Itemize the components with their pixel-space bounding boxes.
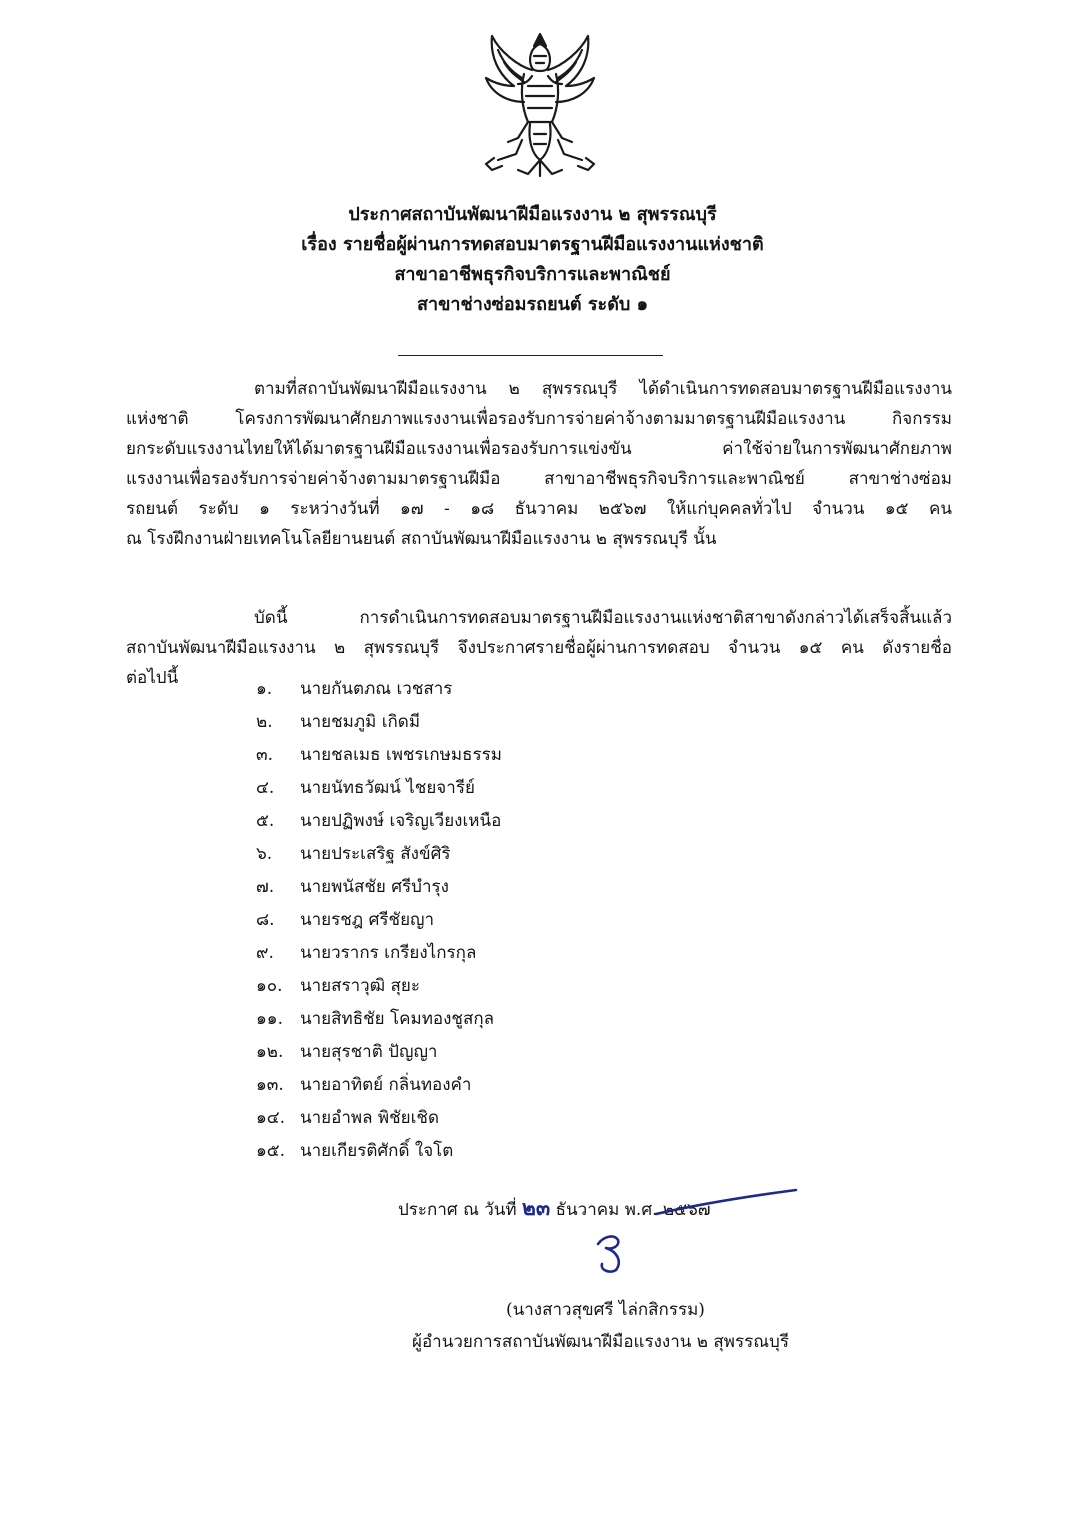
- list-item: [256, 706, 502, 739]
- list-number: ๑๒.: [256, 1042, 284, 1062]
- person-name: นายกันตภณ เวชสาร: [300, 679, 453, 699]
- date-prefix: ประกาศ ณ วันที่: [398, 1200, 517, 1220]
- header-line-3: สาขาอาชีพธุรกิจบริการและพาณิชย์: [394, 264, 671, 285]
- list-item: [256, 871, 502, 904]
- person-name: นายรชฎ ศรีชัยญา: [300, 910, 435, 930]
- list-number: ๘.: [256, 910, 275, 930]
- list-number: ๑.: [256, 679, 273, 699]
- list-number: ๗.: [256, 877, 275, 897]
- paragraph-line: รถยนต์ ระดับ ๑ ระหว่างวันที่ ๑๗ - ๑๘ ธันวาคม ๒๕๖๗ ให้แก่บุคคลทั่วไป จำนวน ๑๕ คน: [126, 499, 952, 519]
- list-item: [256, 937, 502, 970]
- person-name: นายสุรชาติ ปัญญา: [300, 1042, 438, 1062]
- person-name: นายสราวุฒิ สุยะ: [300, 976, 420, 996]
- paragraph-line: ต่อไปนี้: [126, 668, 179, 688]
- date-day-handwritten: ๒๓: [522, 1196, 551, 1220]
- list-number: ๖.: [256, 844, 273, 864]
- paragraph-line: สถาบันพัฒนาฝีมือแรงงาน ๒ สุพรรณบุรี จึงประกาศรายชื่อผู้ผ่านการทดสอบ จำนวน ๑๕ คน ดังรายชื่อ: [126, 638, 952, 658]
- list-item: [256, 970, 502, 1003]
- person-name: นายปฏิพงษ์ เจริญเวียงเหนือ: [300, 811, 502, 831]
- person-name: นายอาทิตย์ กลิ่นทองคำ: [300, 1075, 472, 1095]
- person-name: นายชลเมธ เพชรเกษมธรรม: [300, 745, 502, 765]
- list-item: [256, 904, 502, 937]
- list-number: ๔.: [256, 778, 275, 798]
- person-name: นายสิทธิชัย โคมทองชูสกุล: [300, 1009, 495, 1029]
- paragraph-line: แห่งชาติ โครงการพัฒนาศักยภาพแรงงานเพื่อรองรับการจ่ายค่าจ้างตามมาตรฐานฝีมือแรงงาน กิจกรรม: [126, 409, 952, 429]
- list-number: ๑๓.: [256, 1075, 284, 1095]
- paragraph-line: แรงงานเพื่อรองรับการจ่ายค่าจ้างตามมาตรฐานฝีมือ สาขาอาชีพธุรกิจบริการและพาณิชย์ สาขาช่างซ่อม: [126, 469, 952, 489]
- person-name: นายชมภูมิ เกิดมี: [300, 712, 421, 732]
- list-item: [256, 838, 502, 871]
- list-item: [256, 1102, 502, 1135]
- signer-name: (นางสาวสุขศรี ไล่กสิกรรม): [506, 1300, 705, 1320]
- list-item: [256, 772, 502, 805]
- list-item: [256, 1036, 502, 1069]
- list-item: [256, 673, 502, 706]
- header-divider: [398, 355, 663, 356]
- person-name: นายเกียรติศักดิ์ ใจโต: [300, 1141, 454, 1161]
- list-number: ๑๔.: [256, 1108, 286, 1128]
- list-number: ๓.: [256, 745, 274, 765]
- header-line-4: สาขาช่างซ่อมรถยนต์ ระดับ ๑: [416, 294, 649, 315]
- person-name: นายนัทธวัฒน์ ไชยจารีย์: [300, 778, 475, 798]
- list-item: [256, 1069, 502, 1102]
- paragraph-line: ยกระดับแรงงานไทยให้ได้มาตรฐานฝีมือแรงงานเพื่อรองรับการแข่งขัน ค่าใช้จ่ายในการพัฒนาศักยภาพ: [126, 439, 952, 459]
- person-name: นายพนัสชัย ศรีบำรุง: [300, 877, 449, 897]
- signer-title: ผู้อำนวยการสถาบันพัฒนาฝีมือแรงงาน ๒ สุพรรณบุรี: [412, 1332, 789, 1352]
- list-item: [256, 1135, 502, 1168]
- body-paragraph-1: [126, 374, 952, 554]
- signature-mark: [560, 1186, 820, 1276]
- passed-names-list: [256, 673, 502, 1168]
- list-number: ๑๑.: [256, 1009, 283, 1029]
- list-number: ๒.: [256, 712, 273, 732]
- person-name: นายวรากร เกรียงไกรกุล: [300, 943, 477, 963]
- paragraph-line: ณ โรงฝึกงานฝ่ายเทคโนโลยียานยนต์ สถาบันพัฒนาฝีมือแรงงาน ๒ สุพรรณบุรี นั้น: [126, 529, 717, 549]
- list-item: [256, 1003, 502, 1036]
- body-paragraph-2: [126, 603, 952, 693]
- header-line-1: ประกาศสถาบันพัฒนาฝีมือแรงงาน ๒ สุพรรณบุรี: [348, 204, 717, 225]
- list-item: [256, 739, 502, 772]
- person-name: นายอำพล พิชัยเชิด: [300, 1108, 440, 1128]
- list-number: ๕.: [256, 811, 275, 831]
- paragraph-line: ตามที่สถาบันพัฒนาฝีมือแรงงาน ๒ สุพรรณบุรี ได้ดำเนินการทดสอบมาตรฐานฝีมือแรงงาน: [254, 379, 952, 399]
- announcement-header: [200, 200, 865, 320]
- person-name: นายประเสริฐ สังข์ศิริ: [300, 844, 451, 864]
- paragraph-line: บัดนี้ การดำเนินการทดสอบมาตรฐานฝีมือแรงงานแห่งชาติสาขาดังกล่าวได้เสร็จสิ้นแล้ว: [254, 608, 952, 628]
- header-line-2: เรื่อง รายชื่อผู้ผ่านการทดสอบมาตรฐานฝีมือแรงงานแห่งชาติ: [301, 234, 764, 255]
- garuda-emblem-icon: [478, 30, 602, 180]
- list-number: ๙.: [256, 943, 274, 963]
- list-number: ๑๐.: [256, 976, 283, 996]
- list-number: ๑๕.: [256, 1141, 286, 1161]
- list-item: [256, 805, 502, 838]
- date-month-year: ธันวาคม พ.ศ. ๒๕๖๗: [555, 1200, 711, 1220]
